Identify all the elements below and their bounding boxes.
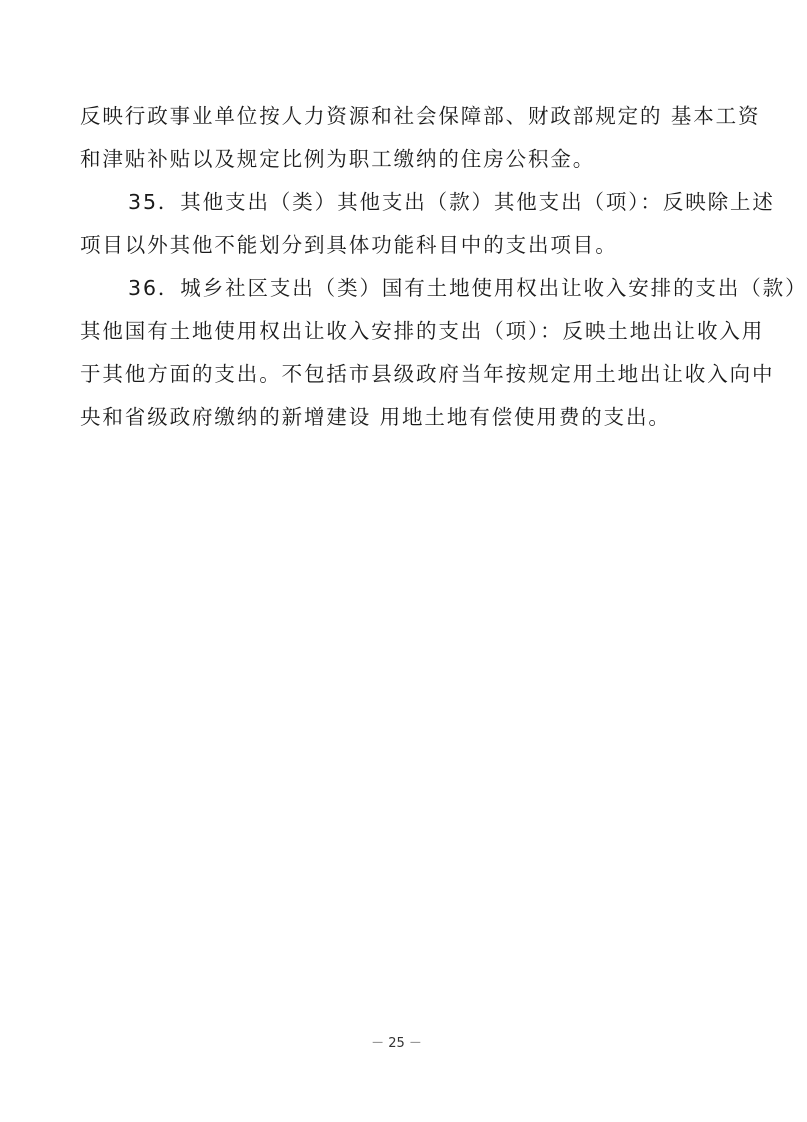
paragraph-line: 反映行政事业单位按人力资源和社会保障部、财政部规定的 基本工资 — [80, 104, 761, 128]
paragraph-line: 其他国有土地使用权出让收入安排的支出（项）：反映土地出让收入用 — [80, 319, 765, 343]
paragraph-line: 35．其他支出（类）其他支出（款）其他支出（项）：反映除上述 — [128, 190, 775, 214]
page-number: － 25 － — [371, 1036, 422, 1051]
paragraph-line: 于其他方面的支出。不包括市县级政府当年按规定用土地出让收入向中 — [80, 362, 775, 386]
paragraph-line: 36．城乡社区支出（类）国有土地使用权出让收入安排的支出（款） — [128, 276, 807, 300]
paragraph-line: 央和省级政府缴纳的新增建设 用地土地有偿使用费的支出。 — [80, 405, 671, 429]
paragraph-line: 和津贴补贴以及规定比例为职工缴纳的住房公积金。 — [80, 147, 596, 171]
paragraph-line: 项目以外其他不能划分到具体功能科目中的支出项目。 — [80, 233, 618, 257]
